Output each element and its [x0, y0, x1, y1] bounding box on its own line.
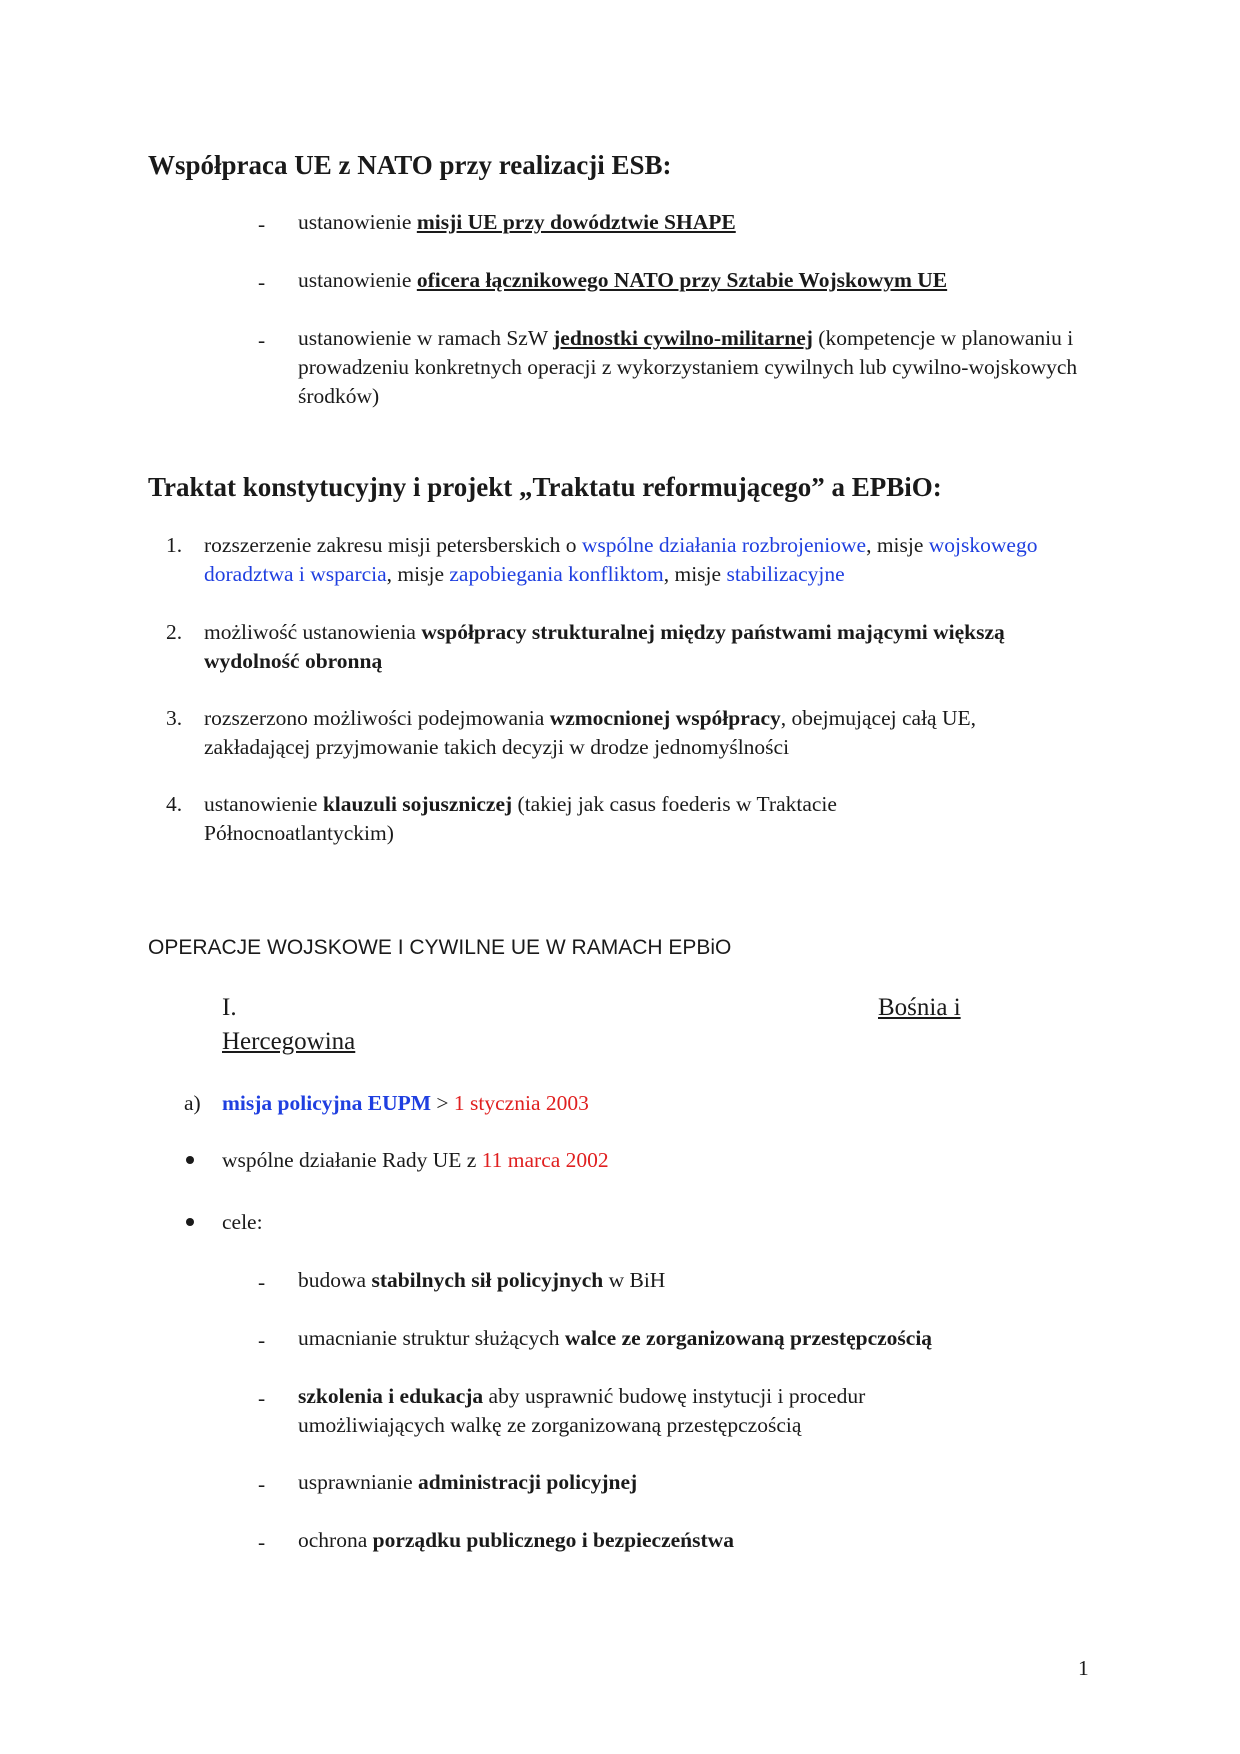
list-number: 4.	[166, 792, 183, 816]
highlight-text: stabilizacyjne	[726, 562, 845, 586]
goal-item: usprawnianie administracji policyjnej	[298, 1470, 638, 1494]
goal-item: umacnianie struktur służących walce ze zorganizowaną przestępczością	[298, 1326, 933, 1350]
item-label: a)	[184, 1091, 201, 1115]
heading-cooperation: Współpraca UE z NATO przy realizacji ESB:	[148, 150, 672, 180]
goal-item: budowa stabilnych sił policyjnych w BiH	[298, 1268, 666, 1292]
bullet-dot	[186, 1218, 194, 1226]
dash-marker: -	[258, 1270, 266, 1294]
heading-treaty: Traktat konstytucyjny i projekt „Traktatu reformującego” a EPBiO:	[148, 472, 942, 502]
numbered-item-4: ustanowienie klauzuli sojuszniczej (takiej jak casus foederis w Traktacie Północnoatlantyckim)	[204, 792, 837, 845]
item-text: ustanowienie w ramach SzW	[298, 326, 554, 350]
dash-marker: -	[258, 1386, 266, 1410]
mission-type: misja policyjna	[222, 1091, 363, 1115]
mission-line: misja policyjna EUPM > 1 stycznia 2003	[222, 1091, 589, 1115]
list-item	[298, 266, 947, 295]
country-title-continued: Hercegowina	[222, 1028, 356, 1055]
mission-date: 1 stycznia 2003	[453, 1091, 589, 1115]
dash-marker: -	[258, 1472, 266, 1496]
highlight-text: wspólne działania rozbrojeniowe	[581, 533, 867, 557]
highlight-text: wojskowego doradztwa i wsparcia	[204, 533, 1038, 586]
item-emphasis: jednostki cywilno-militarnej	[553, 326, 813, 350]
dash-marker: -	[258, 1328, 266, 1352]
numbered-item-2: możliwość ustanowienia współpracy strukturalnej między państwami mającymi większą wydolność obronną	[204, 620, 1005, 673]
goal-item: szkolenia i edukacja aby usprawnić budowę instytucji i procedur umożliwiających walkę ze zorganizowaną przestępczością	[298, 1384, 866, 1437]
bullet-item: cele:	[222, 1210, 263, 1234]
item-emphasis: oficera łącznikowego NATO przy Sztabie Wojskowym UE	[416, 268, 948, 292]
item-text: ustanowienie	[298, 268, 417, 292]
item-emphasis: misji UE przy dowództwie SHAPE	[416, 210, 736, 234]
list-number: 2.	[166, 620, 183, 644]
dash-marker: -	[258, 270, 266, 294]
list-item	[298, 208, 736, 237]
numbered-item-1: rozszerzenie zakresu misji petersberskich o wspólne działania rozbrojeniowe, misje wojskowego doradztwa i wsparcia, misje zapobiegania konfliktom, misje stabilizacyjne	[204, 533, 1038, 586]
country-title: Bośnia i	[878, 994, 961, 1021]
item-text: (kompetencje w planowaniu i prowadzeniu konkretnych operacji z wykorzystaniem cywilnych lub cywilno-wojskowych środków)	[298, 326, 1078, 408]
list-item	[298, 324, 1088, 411]
numbered-item-3: rozszerzono możliwości podejmowania wzmocnionej współpracy, obejmującej całą UE, zakładającej przyjmowanie takich decyzji w drodze jednomyślności	[204, 706, 976, 759]
bullet-item: wspólne działanie Rady UE z 11 marca 2002	[222, 1148, 609, 1172]
highlight-text: zapobiegania konfliktom	[449, 562, 664, 586]
item-text: ustanowienie	[298, 210, 417, 234]
dash-marker: -	[258, 212, 266, 236]
mission-name: EUPM	[362, 1091, 432, 1115]
operations-heading: OPERACJE WOJSKOWE I CYWILNE UE W RAMACH EPBiO	[148, 936, 732, 959]
list-number: 3.	[166, 706, 183, 730]
dash-marker: -	[258, 328, 266, 352]
bullet-dot	[186, 1156, 194, 1164]
list-number: 1.	[166, 533, 183, 557]
goal-item: ochrona porządku publicznego i bezpieczeństwa	[298, 1528, 734, 1552]
date-text: 11 marca 2002	[481, 1148, 609, 1172]
page-number: 1	[1078, 1656, 1089, 1680]
dash-marker: -	[258, 1530, 266, 1554]
roman-numeral: I.	[222, 994, 237, 1021]
